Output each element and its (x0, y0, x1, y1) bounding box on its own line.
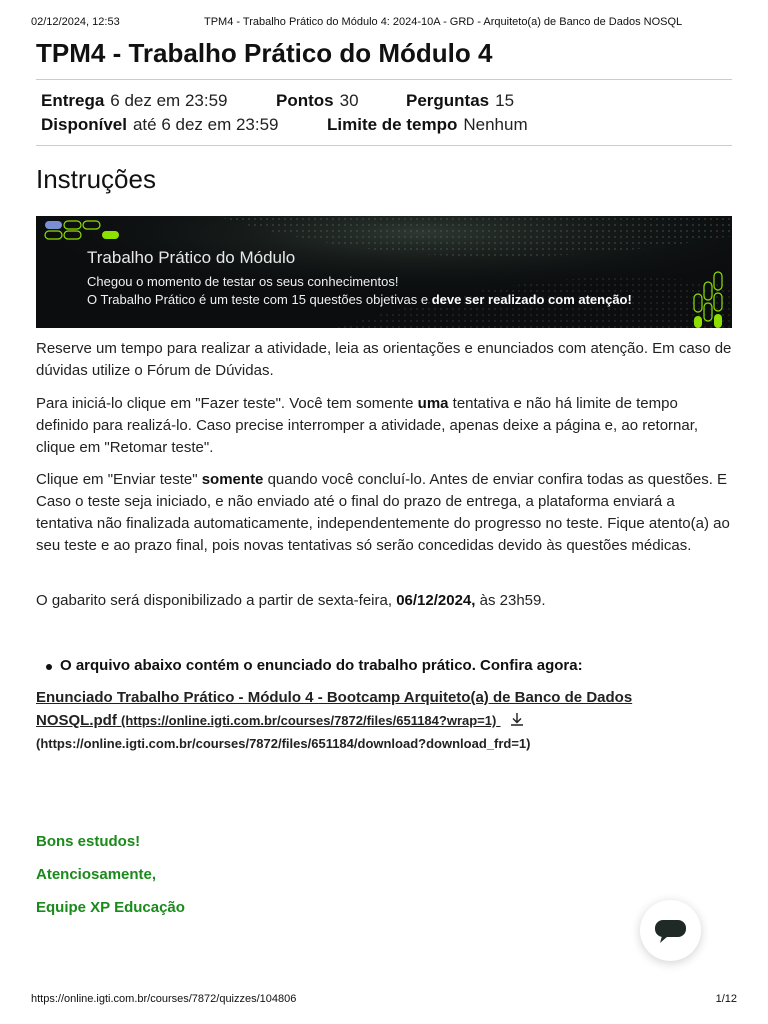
banner-line-2-text: O Trabalho Prático é um teste com 15 questões objetivas e (87, 292, 432, 307)
file-link[interactable]: Enunciado Trabalho Prático - Módulo 4 - Bootcamp Arquiteto(a) de Banco de Dados (36, 689, 633, 706)
p4-date: 06/12/2024, (396, 592, 476, 609)
instructions-banner (36, 216, 732, 328)
banner-line-1: Chegou o momento de testar os seus conhecimentos! (87, 274, 399, 289)
print-title: TPM4 - Trabalho Prático do Módulo 4: 2024-10A - GRD - Arquiteto(a) de Banco de Dados NOSQL (204, 16, 683, 28)
meta-perguntas (406, 91, 514, 111)
banner-line-2 (87, 292, 632, 307)
divider (36, 145, 732, 146)
bullet-dot (46, 664, 52, 670)
meta-disponivel-value: até 6 dez em 23:59 (132, 115, 279, 134)
meta-perguntas-value: 15 (495, 91, 515, 110)
banner-pattern (36, 216, 732, 328)
p4-text-a: O gabarito será disponibilizado a partir de sexta-feira, (36, 592, 397, 609)
print-date: 02/12/2024, 12:53 (31, 16, 120, 28)
meta-pontos-value: 30 (339, 91, 359, 110)
p2-text-a: Para iniciá-lo clique em "Fazer teste". Você tem somente (36, 395, 418, 412)
p3-emphasis: somente (201, 471, 264, 488)
meta-perguntas-label: Perguntas (406, 91, 490, 110)
divider (36, 79, 732, 80)
instructions-paragraph-3 (36, 469, 732, 557)
page-title: TPM4 - Trabalho Prático do Módulo 4 (36, 38, 493, 68)
meta-limite (327, 115, 528, 135)
meta-entrega (41, 91, 228, 111)
meta-entrega-value: 6 dez em 23:59 (110, 91, 228, 110)
p3-text-c: quando você concluí-lo. Antes de enviar confira todas as questões. E Caso o teste seja iniciado, e não enviado até o final do prazo de entrega, a plataforma enviará a tentativa não finalizada automaticamente, independentemente do progresso no teste. Fique atento(a) ao seu teste e ao prazo final, pois novas tentativas só serão concedidas devido às questões médicas. (36, 471, 730, 554)
meta-pontos (276, 91, 359, 111)
file-url[interactable]: (https://online.igti.com.br/courses/7872/files/651184?wrap=1) (121, 713, 497, 728)
chat-icon (654, 918, 687, 944)
meta-pontos-label: Pontos (276, 91, 334, 110)
banner-title: Trabalho Prático do Módulo (87, 248, 296, 267)
instructions-paragraph-4 (36, 590, 732, 612)
file-link-line-2[interactable] (36, 711, 525, 731)
p2-text-c: tentativa e não há limite de tempo definido para realizá-lo. Caso precise interromper a atividade, apenas deixe a página e, ao retornar, clique em "Retomar teste". (36, 395, 699, 456)
p3-text-a: Clique em "Enviar teste" (36, 471, 202, 488)
banner-line-2-emphasis: deve ser realizado com atenção! (431, 292, 632, 307)
meta-limite-value: Nenhum (463, 115, 528, 134)
p2-emphasis: uma (417, 395, 449, 412)
closing-atenciosamente: Atenciosamente, (36, 866, 157, 883)
p4-text-c: às 23h59. (475, 592, 546, 609)
footer-url: https://online.igti.com.br/courses/7872/quizzes/104806 (31, 993, 297, 1005)
meta-entrega-label: Entrega (41, 91, 105, 110)
instructions-paragraph-1: Reserve um tempo para realizar a atividade, leia as orientações e enunciados com atenção. Em caso de dúvidas utilize o Fórum de Dúvidas. (36, 340, 732, 379)
meta-disponivel-label: Disponível (41, 115, 127, 134)
footer-page-number: 1/12 (715, 993, 737, 1005)
instructions-paragraph-2 (36, 393, 732, 459)
instructions-heading: Instruções (36, 164, 156, 194)
download-link[interactable]: (https://online.igti.com.br/courses/7872/files/651184/download?download_frd=1) (36, 736, 531, 751)
bullet-text: O arquivo abaixo contém o enunciado do trabalho prático. Confira agora: (60, 657, 583, 674)
meta-disponivel (41, 115, 279, 135)
download-icon[interactable] (509, 711, 525, 731)
meta-limite-label: Limite de tempo (327, 115, 458, 134)
closing-bons-estudos: Bons estudos! (36, 833, 141, 850)
chat-button[interactable] (640, 900, 701, 961)
file-link-name[interactable]: NOSQL.pdf (36, 712, 117, 729)
closing-signature: Equipe XP Educação (36, 899, 185, 916)
